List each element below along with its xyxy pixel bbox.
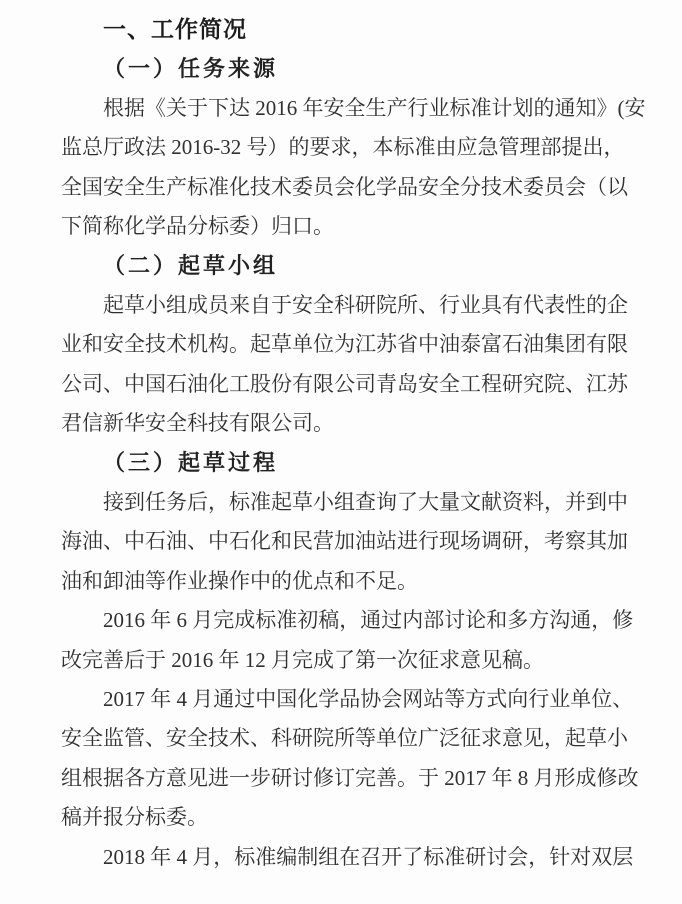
- paragraph-line: 根据《关于下达 2016 年安全生产行业标准计划的通知》(安: [103, 95, 646, 120]
- section-heading-1: （一）任务来源: [103, 56, 279, 82]
- document-content: [61, 0, 646, 877]
- paragraph-line: 油和卸油等作业操作中的优点和不足。: [61, 568, 418, 593]
- paragraph-line: 君信新华安全科技有限公司。: [61, 411, 334, 436]
- paragraph-line: 全国安全生产标准化技术委员会化学品安全分技术委员会（以: [61, 174, 628, 199]
- paragraph-line: 2018 年 4 月，标准编制组在召开了标准研讨会，针对双层: [103, 844, 634, 869]
- paragraph-line: 公司、中国石油化工股份有限公司青岛安全工程研究院、江苏: [61, 371, 628, 396]
- paragraph-line: 2016 年 6 月完成标准初稿，通过内部讨论和多方沟通，修: [103, 608, 634, 633]
- section-heading-2: （二）起草小组: [103, 253, 279, 279]
- paragraph-line: 业和安全技术机构。起草单位为江苏省中油泰富石油集团有限: [61, 332, 628, 357]
- section-heading-3: （三）起草过程: [103, 450, 279, 476]
- paragraph-line: 海油、中石油、中石化和民营加油站进行现场调研，考察其加: [61, 529, 628, 554]
- paragraph-line: 下简称化学品分标委）归口。: [61, 214, 334, 239]
- paragraph-line: 安全监管、安全技术、科研院所等单位广泛征求意见，起草小: [61, 726, 628, 751]
- paragraph-line: 2017 年 4 月通过中国化学品协会网站等方式向行业单位、: [103, 686, 634, 711]
- paragraph-line: 改完善后于 2016 年 12 月完成了第一次征求意见稿。: [61, 647, 544, 672]
- document-title: 一、工作简况: [103, 16, 247, 42]
- paragraph-line: 组根据各方意见进一步研讨修订完善。于 2017 年 8 月形成修改: [61, 765, 639, 790]
- paragraph-line: 监总厅政法 2016-32 号）的要求，本标准由应急管理部提出，: [61, 135, 625, 160]
- paragraph-line: 起草小组成员来自于安全科研院所、行业具有代表性的企: [103, 292, 628, 317]
- paragraph-line: 稿并报分标委。: [61, 805, 208, 830]
- paragraph-line: 接到任务后，标准起草小组查询了大量文献资料，并到中: [103, 489, 628, 514]
